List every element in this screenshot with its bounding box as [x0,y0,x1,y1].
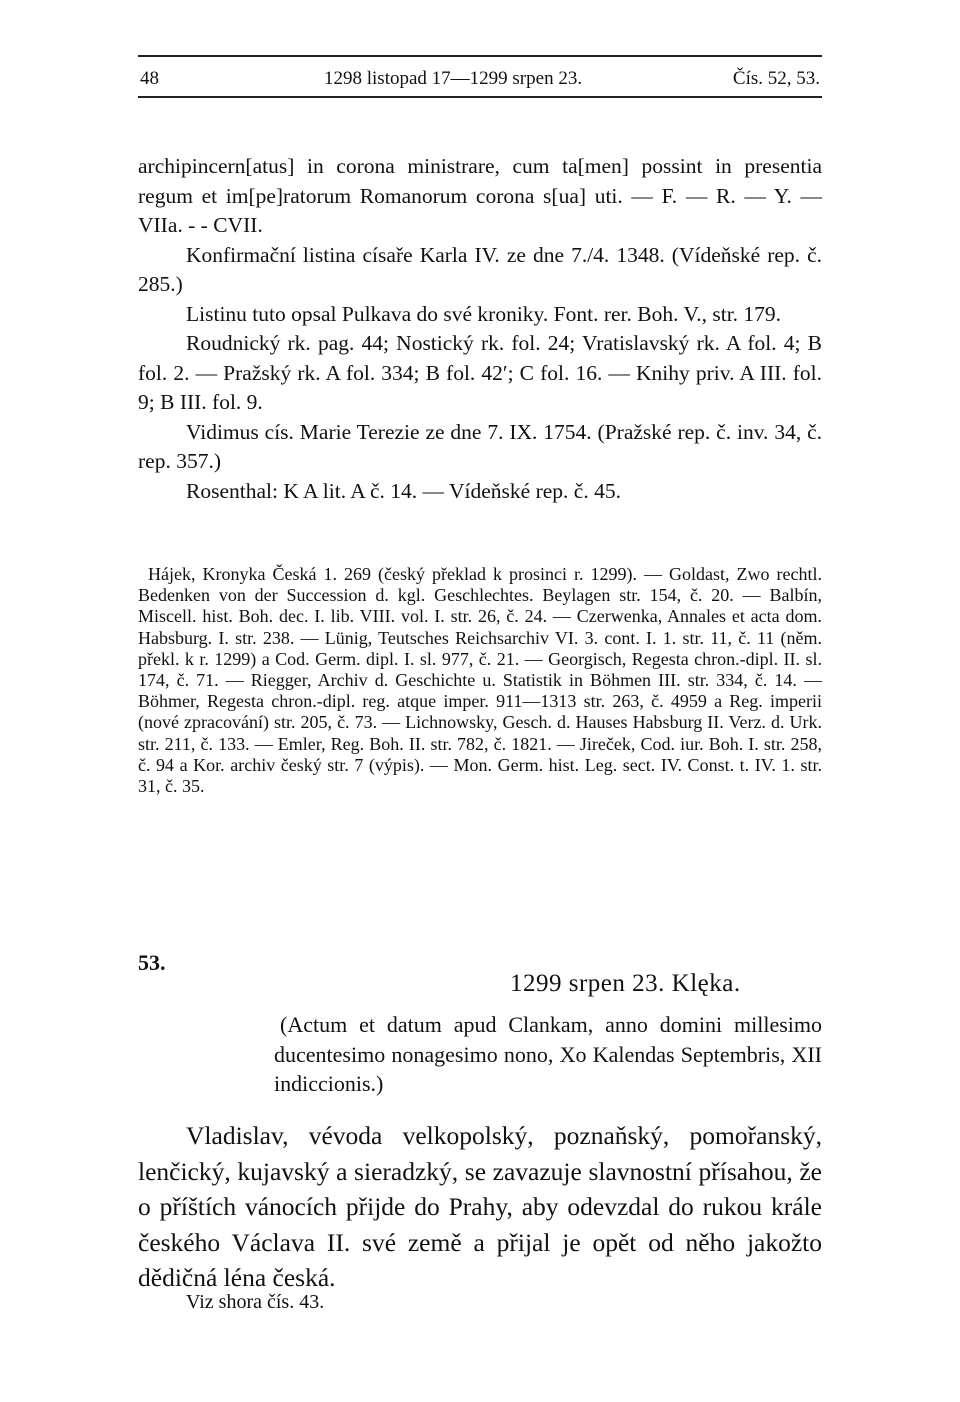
confirmation-note: Konfirmační listina císaře Karla IV. ze dne 7./4. 1348. (Vídeňské rep. č. 285.) [138,242,822,296]
manuscripts-note: Roudnický rk. pag. 44; Nostický rk. fol. 24; Vratislavský rk. A fol. 4; B fol. 2. — Pražský rk. A fol. 334; B fol. 42′; C fol. 16. — Knihy priv. A III. fol. 9; B III. fol. 9. [138,331,822,414]
pulkava-note: Listinu tuto opsal Pulkava do své kroniky. Font. rer. Boh. V., str. 179. [186,301,782,326]
header-date-range: 1298 listopad 17—1299 srpen 23. [324,68,583,89]
header-doc-numbers: Čís. 52, 53. [732,68,820,89]
header-bottom-rule [138,96,822,98]
bibliography: Hájek, Kronyka Česká 1. 269 (český překlad k prosinci r. 1299). — Goldast, Zwo rechtl. Bedenken von der Succession d. kgl. Geschlechtes. Beylagen str. 154, č. 20. — Balbín, Miscell. hist. Boh. dec. I. lib. VIII. vol. I. str. 26, č. 24. — Czerwenka, Annales et acta dom. Habsburg. I. str. 238. — Lünig, Teutsches Reichsarchiv VI. 3. cont. I. 1. str. 11, č. 11 (něm. překl. k r. 1299) a Cod. Germ. dipl. I. sl. 977, č. 21. — Georgisch, Regesta chron.-dipl. II. sl. 174, č. 71. — Riegger, Archiv d. Geschichte u. Statistik in Böhmen III. str. 334, č. 14. — Böhmer, Regesta chron.-dipl. reg. atque imper. 911—1313 str. 263, č. 4959 a Reg. imperii (nové zpracování) str. 205, č. 73. — Lichnowsky, Gesch. d. Hauses Habsburg II. Verz. d. Urk. str. 211, č. 133. — Emler, Reg. Boh. II. str. 782, č. 1821. — Jireček, Cod. iur. Boh. I. str. 258, č. 94 a Kor. archiv český str. 7 (výpis). — Mon. Germ. hist. Leg. sect. IV. Const. t. IV. 1. str. 31, č. 35. [138,564,822,797]
document-dateline: 1299 srpen 23. Klęka. [510,970,741,997]
running-header [138,66,822,92]
page-number: 48 [140,68,159,89]
latin-fragment: archipincern[atus] in corona ministrare, cum ta[men] possint in presentia regum et im[pe]ratorum Romanorum corona s[ua] uti. — F. — R. — Y. — VIIa. - - CVII. [138,154,822,237]
vidimus-note: Vidimus cís. Marie Terezie ze dne 7. IX. 1754. (Pražské rep. č. inv. 34, č. rep. 357.) [138,419,822,473]
regest-summary: Vladislav, vévoda velkopolský, poznaňský, pomořanský, lenčický, kujavský a sieradzký, se zavazuje slavnostní přísahou, že o příštích vánocích přijde do Prahy, aby odevzdal do rukou krále českého Václava II. své země a přijal je opět od něho jakožto dědičná léna česká. [138,1121,822,1292]
document-number: 53. [138,950,166,975]
header-top-rule [138,55,822,57]
continued-text [138,152,822,506]
rosenthal-note: Rosenthal: K A lit. A č. 14. — Vídeňské rep. č. 45. [186,478,621,503]
latin-dating-clause: (Actum et datum apud Clankam, anno domini millesimo ducentesimo nonagesimo nono, Xo Kalendas Septembris, XII indiccionis.) [274,1012,822,1096]
document-page [138,0,822,1402]
cross-reference: Viz shora čís. 43. [186,1291,325,1313]
